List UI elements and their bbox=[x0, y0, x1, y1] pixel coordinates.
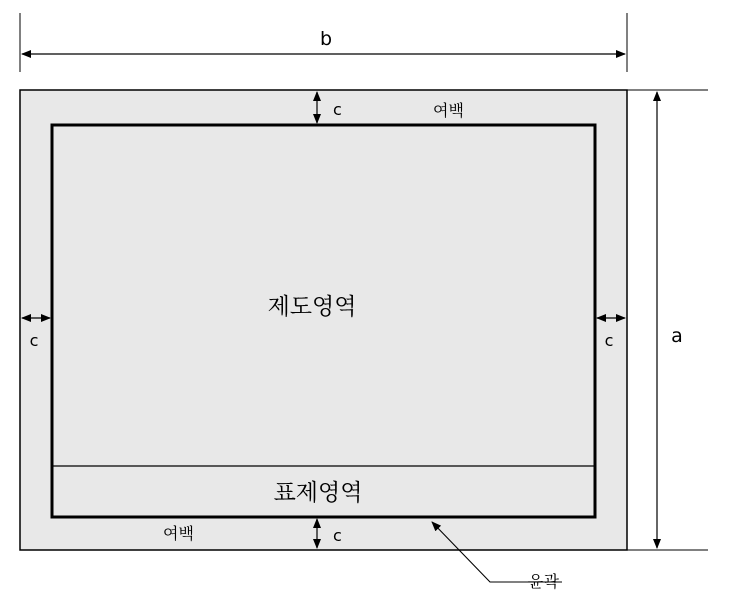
top-margin-label: c bbox=[333, 100, 342, 119]
bottom-margin-text: 여백 bbox=[163, 524, 194, 543]
right-margin-label: c bbox=[604, 331, 614, 350]
border-frame bbox=[52, 125, 595, 517]
bottom-margin-label: c bbox=[333, 526, 342, 545]
width-dimension-label: b bbox=[319, 28, 333, 50]
border-label: 윤곽 bbox=[528, 572, 559, 591]
top-margin-text: 여백 bbox=[433, 101, 464, 120]
height-dimension-label: a bbox=[671, 325, 683, 347]
left-margin-label: c bbox=[29, 331, 39, 350]
title-block-label: 표제영역 bbox=[273, 480, 363, 506]
drawing-area-label: 제도영역 bbox=[267, 294, 357, 320]
